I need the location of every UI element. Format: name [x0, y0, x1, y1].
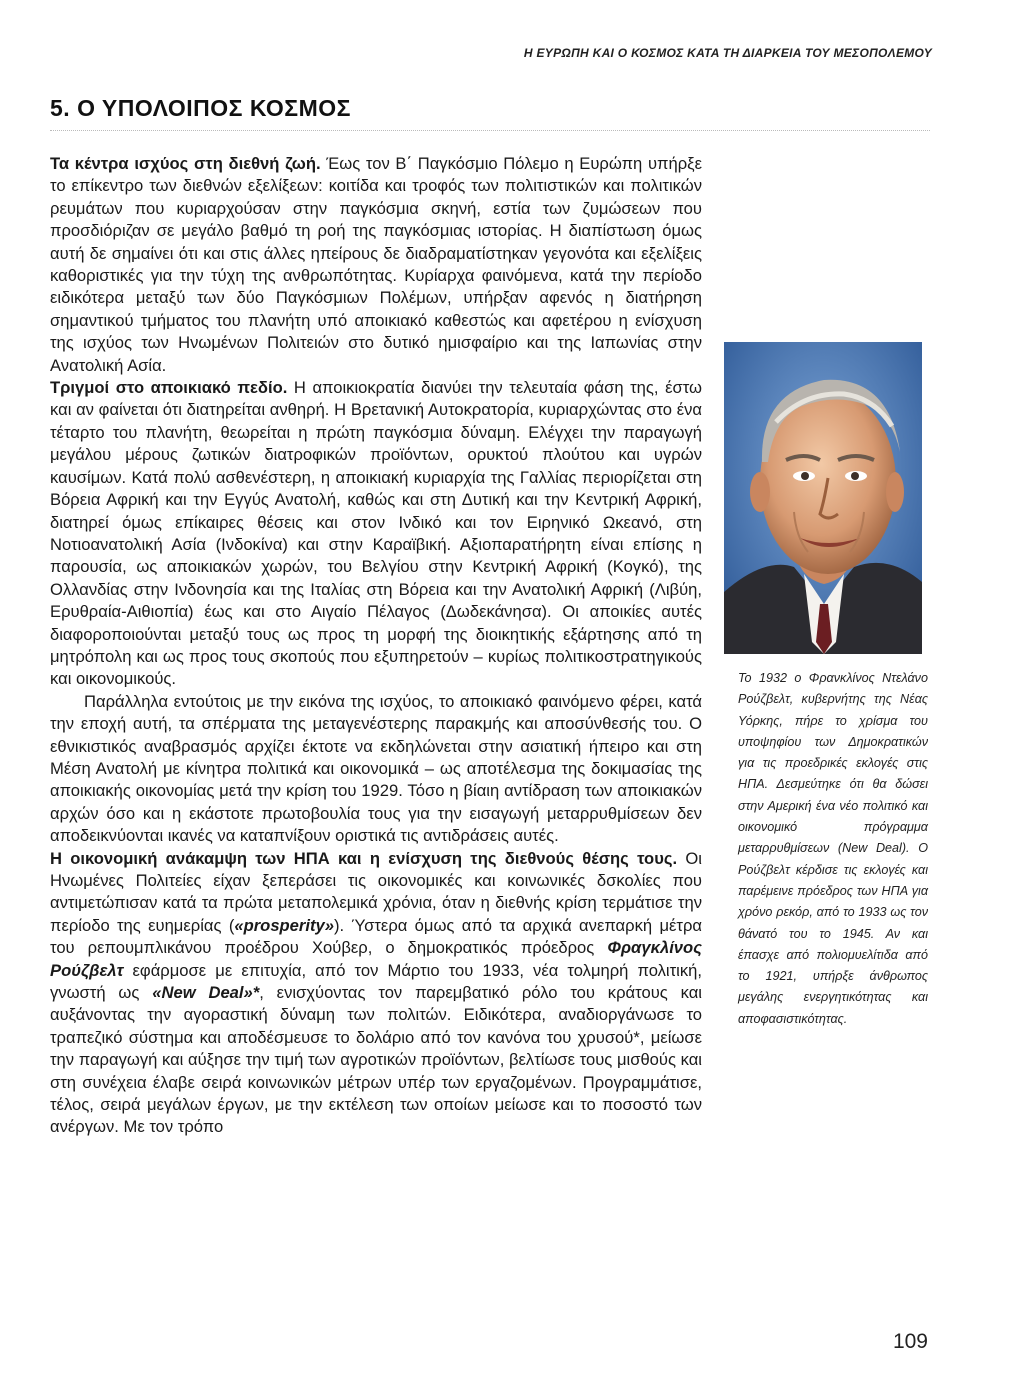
page-number: 109 — [892, 1330, 928, 1353]
paragraph-text: Έως τον Β΄ Παγκόσμιο Πόλεμο η Ευρώπη υπήρξε το επίκεντρο των διεθνών εξελίξεων: κοιτίδα και τροφός των πολιτιστικών και πολιτικών ρευμάτων που κυριαρχούσαν στην παγκόσμια σκηνή, εστία των ζυμώσεων που προσδιόριζαν σε μεγάλο βαθμό τη ροή της παγκόσμιας ιστορίας. Η διαπίστωση όμως αυτή δε σημαίνει ότι και στις άλλες ηπείρους δε διαδραματίστηκαν γεγονότα και εξελίξεις καθοριστικές για την τύχη της ανθρωπότητας. Κυρίαρχα φαινόμενα, κατά την περίοδο ειδικότερα μεταξύ των δύο Παγκόσμιων Πολέμων, υπήρξαν αφενός η διατήρηση σημαντικού τμήματος του πλανήτη υπό αποικιακό καθεστώς και αφετέρου η ενίσχυση της ισχύος των Ηνωμένων Πολιτειών στο δυτικό ημισφαίριο και της Ιαπωνίας στην Ανατολική Ασία. — [50, 154, 702, 375]
title-divider — [50, 130, 930, 131]
paragraph-text: Η αποικιοκρατία διανύει την τελευταία φάση της, έστω και αν φαίνεται ότι διατηρείται ανθηρή. Η Βρετανική Αυτοκρατορία, κυριαρχώντας στο ένα τέταρτο του πλανήτη, θεωρείται η πρώτη παγκόσμια δύναμη. Ελέγχει την παραγωγή μεγάλου μέρους ζωτικών διατροφικών προϊόντων, ορυκτού πλούτου και υγρών καυσίμων. Κατά πολύ ασθενέστερη, η αποικιακή κυριαρχία της Γαλλίας περιορίζεται στη Βόρεια Αφρική και την Εγγύς Ανατολή, καθώς και στη Δυτική και την Κεντρική Αφρική, διατηρεί όμως επίκαιρες θέσεις και στον Ινδικό και τον Ειρηνικό Ωκεανό, στη Νοτιοανατολική Ασία (Ινδοκίνα) και στην Καραϊβική. Αξιοπαρατήρητη είναι επίσης η παρουσία, ως αποικιακών χωρών, του Βελγίου στην Κεντρική Αφρική (Κογκό), της Ολλανδίας στην Ινδονησία και της Ιταλίας στη Βόρεια και την Ανατολική Αφρική (Λιβύη, Ερυθραία-Αιθιοπία) έως και στο Αιγαίο Πέλαγος (Δωδεκάνησα). Οι αποικίες αυτές διαφοροποιούνται μεταξύ τους ως προς τη μορφή της διοικητικής εξάρτησης από τη μητρόπολη και ως προς τους σκοπούς που εξυπηρετούν – κυρίως πολιτικοστρατηγικούς και οικονομικούς. — [50, 378, 702, 689]
portrait-caption: Το 1932 ο Φρανκλίνος Ντελάνο Ρούζβελτ, κυβερνήτης της Νέας Υόρκης, πήρε το χρίσμα του υποψηφίου των Δημοκρατικών για τις προεδρικές εκλογές στις ΗΠΑ. Δεσμεύτηκε ότι θα δώσει στην Αμερική ένα νέο πολιτικό και οικονομικό πρόγραμμα μεταρρυθμίσεων (New Deal). Ο Ρούζβελτ κέρδισε τις εκλογές και παρέμεινε πρόεδρος των ΗΠΑ για χρόνο ρεκόρ, από το 1933 ως τον θάνατό του το 1945. Αν και έπασχε από πολιομυελίτιδα από το 1921, υπήρξε άνθρωπος μεγάλης ενεργητικότητας και αποφασιστικότητας. — [738, 671, 928, 1026]
paragraph-colonial — [50, 377, 702, 691]
paragraph-usa — [50, 848, 702, 1139]
paragraph-text: , ενισχύοντας τον παρεμβατικό ρόλο του κράτους και αυξάνοντας την αγοραστική δύναμη των πολιτών. Ειδικότερα, αναδιοργάνωσε το τραπεζικό σύστημα και αποδέσμευσε το δολάριο από τον κανόνα του χρυσού*, μείωσε την παραγωγή και αύξησε την τιμή των αγροτικών προϊόντων, βελτίωσε τους μισθούς και στη συνέχεια έλαβε σειρά κοινωνικών μέτρων υπέρ των εργαζομένων. Προγραμμάτισε, τέλος, σειρά μεγάλων έργων, με την εκτέλεση των οποίων μείωσε και το ποσοστό των ανέργων. Με τον τρόπο — [50, 983, 702, 1137]
prosperity-term: «prosperity» — [234, 915, 334, 935]
roosevelt-portrait — [724, 342, 922, 654]
section-heading-power-centers: Τα κέντρα ισχύος στη διεθνή ζωή. — [50, 154, 321, 173]
new-deal-term: «New Deal»* — [152, 983, 260, 1003]
section-heading-colonial: Τριγμοί στο αποικιακό πεδίο. — [50, 378, 288, 398]
paragraph-text: εφάρμοσε με επιτυχία, από τον Μάρτιο του 1933, νέα τολμηρή πολιτική, γνωστή ως — [50, 960, 702, 1003]
roosevelt-name: Φραγκλίνος Ρούζβελτ — [50, 938, 702, 980]
section-heading-usa: Η οικονομική ανάκαμψη των ΗΠΑ και η ενίσχυση της διεθνούς θέσης τους. — [50, 848, 678, 868]
paragraph-text: ). Ύστερα όμως από τα αρχικά ανεπαρκή μέτρα του ρεπουμπλικάνου προέδρου Χούβερ, ο δημοκρατικός πρόεδρος — [50, 915, 702, 958]
running-header: Η ΕΥΡΩΠΗ ΚΑΙ Ο ΚΟΣΜΟΣ ΚΑΤΑ ΤΗ ΔΙΑΡΚΕΙΑ ΤΟΥ ΜΕΣΟΠΟΛΕΜΟΥ — [523, 46, 932, 60]
paragraph-colonial-decline: Παράλληλα εντούτοις με την εικόνα της ισχύος, το αποικιακό φαινόμενο φέρει, κατά την εποχή αυτή, τα σπέρματα της μεταγενέστερης παρακμής και αποσύνθεσής του. Ο εθνικιστικός αναβρασμός αρχίζει έκτοτε να εκδηλώνεται στην ασιατική ήπειρο και στη Μέση Ανατολή με κίνητρα πολιτικά και οικονομικά – ως αποτέλεσμα της δοκιμασίας της αποικιακής οικονομίας μετά την κρίση του 1929. Τόσο η βίαιη αντίδραση των αποικιακών αρχών όσο και η εκάστοτε πρωτοβουλία τους για την εισαγωγή μεταρρυθμίσεων δεν αποδεικνύονται ικανές να καταπνίξουν οριστικά τις αντιδράσεις αυτές. — [50, 691, 702, 846]
paragraph-power-centers — [50, 153, 702, 377]
portrait-illustration — [724, 342, 922, 654]
main-text-column — [50, 153, 702, 1139]
paragraph-text: Οι Ηνωμένες Πολιτείες είχαν ξεπεράσει τις οικονομικές και κοινωνικές δσκολίες που αντιμετώπισαν κατά τα πρώτα μεταπολεμικά χρόνια, όταν η διεθνής κρίση τερμάτισε την περίοδο της ευημερίας ( — [50, 848, 702, 935]
chapter-title: 5. Ο ΥΠΟΛΟΙΠΟΣ ΚΟΣΜΟΣ — [50, 95, 351, 121]
